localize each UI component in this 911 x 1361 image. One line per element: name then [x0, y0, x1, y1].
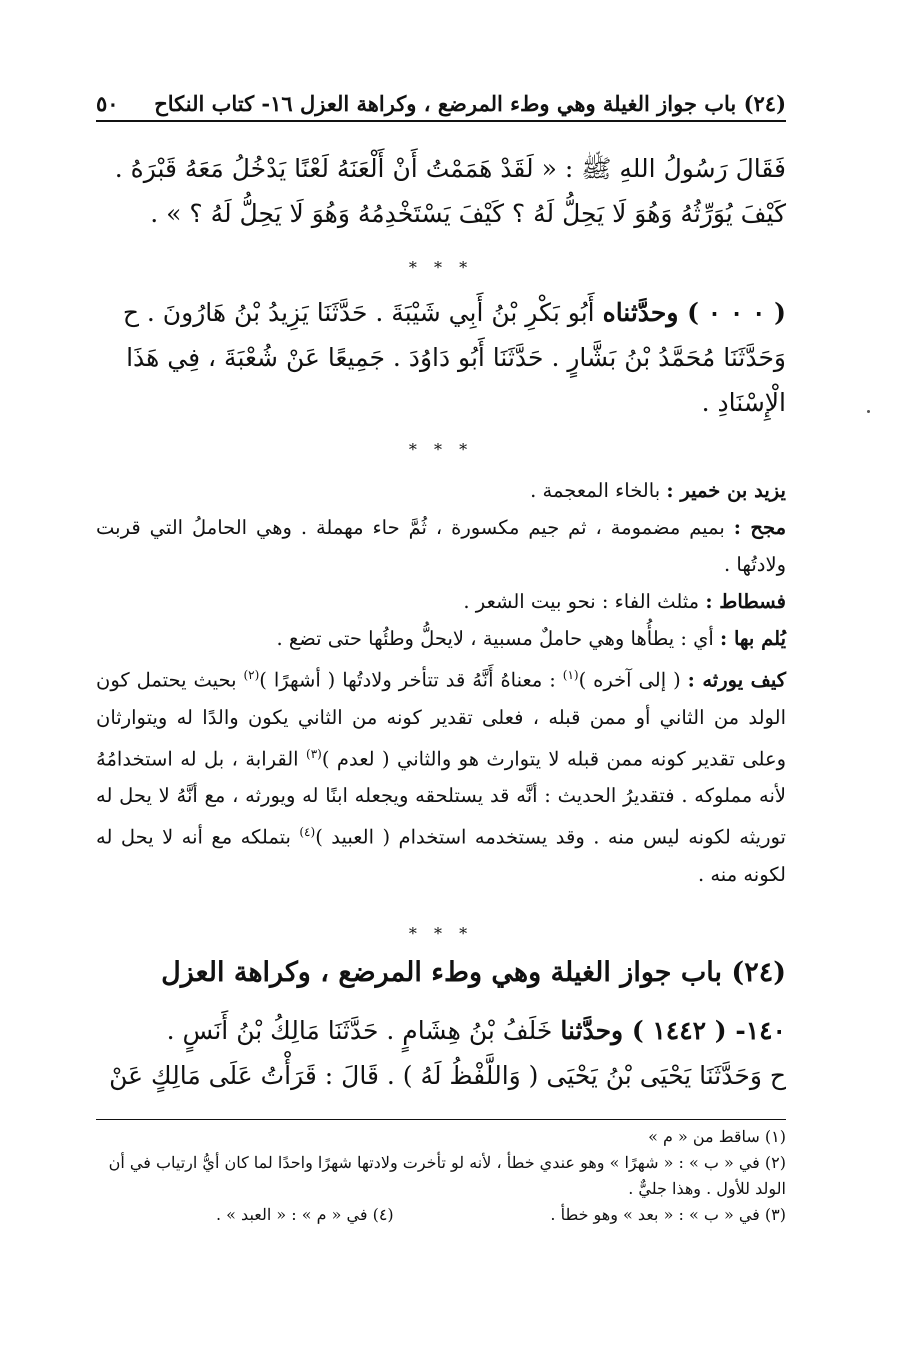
section-separator: * * *	[408, 440, 474, 459]
footnote-ref: (٤)	[299, 825, 316, 839]
commentary-text: أي : يطأُها وهي حاملٌ مسبية ، لايحلُّ وطئُها حتى تضع .	[276, 627, 714, 650]
commentary	[96, 472, 786, 893]
commentary-text: : معناهُ أَنَّهُ قد تتأخر ولادتُها ( أشهرًا )	[259, 668, 556, 692]
hadith-line: كَيْفَ يُوَرِّثُهُ وَهُوَ لَا يَحِلُّ لَهُ ؟ كَيْفَ يَسْتَخْدِمُهُ وَهُوَ لَا يَحِلُّ لَهُ ؟ » .	[150, 199, 786, 228]
section-separator: * * *	[408, 258, 474, 277]
commentary-entry	[96, 657, 786, 893]
commentary-term: يزيد بن خمير :	[666, 479, 786, 502]
footnotes	[96, 1124, 786, 1228]
commentary-text: بحيث يحتمل كون الولد من الثاني أو ممن قبله ، فعلى تقدير كونه من الثاني يكون والدًا له ويتوارثان وعلى تقدير كونه ممن قبله لا يتوارث هو والثاني ( لعدم )	[96, 668, 786, 770]
commentary-entry	[96, 472, 786, 509]
chapter-title: (٢٤) باب جواز الغيلة وهي وطء المرضع ، وكراهة العزل	[161, 957, 786, 988]
hadith-000	[96, 290, 786, 425]
hadith-140	[96, 1008, 786, 1098]
header-title: (٢٤) باب جواز الغيلة وهي وطء المرضع ، وكراهة العزل ١٦- كتاب النكاح	[154, 91, 786, 116]
commentary-term: يُلم بها :	[720, 627, 786, 650]
hadith-text: أَبُو بَكْرِ بْنُ أَبِي شَيْبَةَ . حَدَّثَنَا يَزِيدُ بْنُ هَارُونَ . ح	[122, 298, 595, 327]
hadith-line	[96, 290, 786, 335]
page-number: ٥٠	[96, 91, 119, 116]
commentary-entry	[96, 620, 786, 657]
footnote-ref: (١)	[562, 668, 579, 682]
footnote: (٤) في « م » : « العبد » .	[216, 1205, 394, 1224]
running-header	[96, 84, 786, 122]
section-separator: * * *	[408, 924, 474, 943]
commentary-entry	[96, 509, 786, 583]
hadith-line: ح وَحَدَّثَنَا يَحْيَى بْنُ يَحْيَى ( وَاللَّفْظُ لَهُ ) . قَالَ : قَرَأْتُ عَلَى مَالِكٍ عَنْ	[109, 1061, 786, 1090]
commentary-text: بتملكه مع أنه لا يحل له لكونه منه .	[96, 825, 786, 886]
hadith-line	[96, 1008, 786, 1053]
footnote: (٢) في « ب » : « شهرًا » وهو عندي خطأ ، لأنه لو تأخرت ولادتها شهرًا واحدًا لما كان أيُّ ارتياب في أن الولد للأول . وهذا جليٌّ .	[108, 1153, 786, 1198]
commentary-entry	[96, 583, 786, 620]
hadith-text: خَلَفُ بْنُ هِشَامٍ . حَدَّثَنَا مَالِكُ بْنُ أَنَسٍ .	[166, 1016, 553, 1045]
footnote-ref: (٢)	[243, 668, 260, 682]
commentary-text: مثلث الفاء : نحو بيت الشعر .	[463, 590, 700, 613]
commentary-text: بالخاء المعجمة .	[530, 479, 661, 502]
commentary-term: مجح :	[733, 516, 787, 539]
footnote: (٣) في « ب » : « بعد » وهو خطأ .	[550, 1205, 786, 1224]
footnote: (١) ساقط من « م »	[648, 1127, 786, 1146]
hadith-line: الْإِسْنَادِ .	[701, 388, 786, 417]
commentary-text: بميم مضمومة ، ثم جيم مكسورة ، ثُمَّ حاء مهملة . وهي الحاملُ التي قربت ولادتُها .	[96, 516, 786, 576]
previous-hadith-ending	[96, 146, 786, 236]
footnote-divider	[96, 1119, 786, 1120]
commentary-text: ( إلى آخره )	[578, 668, 681, 692]
hadith-line: وَحَدَّثَنَا مُحَمَّدُ بْنُ بَشَّارٍ . حَدَّثَنَا أَبُو دَاوُدَ . جَمِيعًا عَنْ شُعْبَةَ ، فِي هَذَا	[126, 343, 786, 372]
commentary-term: كيف يورثه :	[687, 668, 787, 692]
commentary-text: القرابة ، بل له استخدامُهُ لأنه مملوكه . فتقديرُ الحديث : أنَّه قد يستلحقه ويجعله ابنًا له ويورثه ، مع أنَّهُ لا يحل له توريثه لكونه ليس منه . وقد يستخدمه استخدام ( العبيد )	[96, 747, 786, 849]
hadith-line: فَقَالَ رَسُولُ اللهِ ﷺ : « لَقَدْ هَمَمْتُ أَنْ أَلْعَنَهُ لَعْنًا يَدْخُلُ مَعَهُ قَبْرَهُ .	[114, 154, 786, 183]
footnote-ref: (٣)	[306, 746, 322, 761]
hadith-number: ( ٠ ٠ ٠ ) وحدَّثناه	[602, 298, 786, 327]
hadith-number: ١٤٠- ( ١٤٤٢ ) وحدَّثنا	[560, 1016, 786, 1045]
margin-mark	[867, 410, 870, 413]
commentary-term: فسطاط :	[705, 590, 786, 613]
footnote-row	[96, 1202, 786, 1228]
